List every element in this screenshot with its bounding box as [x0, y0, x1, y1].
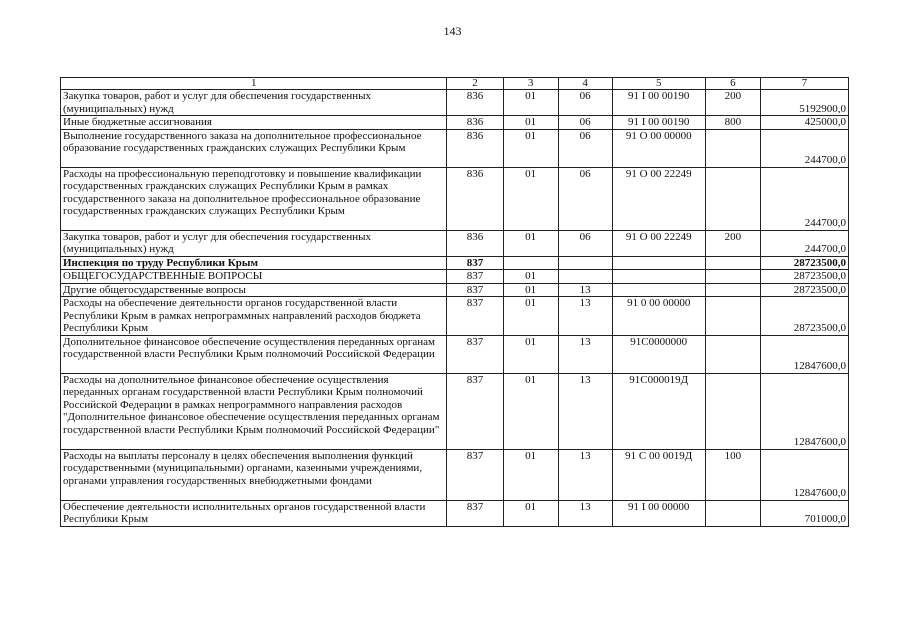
row-expense-type-cell — [705, 167, 760, 230]
row-sum-cell: 425000,0 — [760, 116, 848, 130]
table-row — [61, 335, 849, 373]
row-code-cell: 837 — [447, 270, 503, 284]
row-sum-cell: 12847600,0 — [760, 335, 848, 373]
table-row — [61, 449, 849, 500]
row-target-cell: 91 I 00 00000 — [612, 500, 705, 526]
row-section-cell: 01 — [503, 230, 558, 256]
table-row — [61, 270, 849, 284]
row-sum-cell: 701000,0 — [760, 500, 848, 526]
row-target-cell: 91С000019Д — [612, 373, 705, 449]
row-sum-cell: 244700,0 — [760, 167, 848, 230]
row-expense-type-cell — [705, 283, 760, 297]
header-cell: 1 — [61, 78, 447, 90]
row-target-cell: 91 О 00 22249 — [612, 167, 705, 230]
row-expense-type-cell — [705, 297, 760, 336]
table-row — [61, 90, 849, 116]
row-section-cell: 01 — [503, 90, 558, 116]
row-section-cell: 01 — [503, 283, 558, 297]
row-subsection-cell: 06 — [558, 116, 612, 130]
header-cell: 5 — [612, 78, 705, 90]
row-code-cell: 837 — [447, 373, 503, 449]
row-name-cell: Расходы на обеспечение деятельности органов государственной власти Республики Крым в рамках непрограммных направлений расходов бюджета Республики Крым — [61, 297, 447, 336]
row-expense-type-cell: 100 — [705, 449, 760, 500]
row-subsection-cell — [558, 256, 612, 270]
row-section-cell: 01 — [503, 129, 558, 167]
row-target-cell — [612, 283, 705, 297]
row-code-cell: 836 — [447, 129, 503, 167]
row-code-cell: 837 — [447, 283, 503, 297]
row-subsection-cell: 13 — [558, 335, 612, 373]
row-name-cell: Выполнение государственного заказа на дополнительное профессиональное образование государственных гражданских служащих Республики Крым — [61, 129, 447, 167]
row-subsection-cell: 13 — [558, 283, 612, 297]
row-subsection-cell: 13 — [558, 373, 612, 449]
header-cell: 7 — [760, 78, 848, 90]
row-expense-type-cell — [705, 129, 760, 167]
row-name-cell: Инспекция по труду Республики Крым — [61, 256, 447, 270]
row-code-cell: 836 — [447, 167, 503, 230]
row-code-cell: 837 — [447, 297, 503, 336]
row-sum-cell: 28723500,0 — [760, 297, 848, 336]
row-subsection-cell: 06 — [558, 230, 612, 256]
row-section-cell: 01 — [503, 373, 558, 449]
row-target-cell: 91С0000000 — [612, 335, 705, 373]
row-name-cell: Расходы на выплаты персоналу в целях обеспечения выполнения функций государственными (муниципальными) органами, казенными учреждениями, органами управления государственных внебюджетными фондами — [61, 449, 447, 500]
row-name-cell: Закупка товаров, работ и услуг для обеспечения государственных (муниципальных) нужд — [61, 90, 447, 116]
row-name-cell: Расходы на дополнительное финансовое обеспечение осуществления переданных органам государственной власти Республики Крым полномочий Российской Федерации в рамках непрограммного направления расходов "Дополнительное финансовое обеспечение осуществления переданных органам государственной власти Республики Крым полномочий Российской Федерации" — [61, 373, 447, 449]
row-target-cell: 91 О 00 00000 — [612, 129, 705, 167]
row-expense-type-cell — [705, 335, 760, 373]
row-target-cell: 91 I 00 00190 — [612, 90, 705, 116]
table-row — [61, 116, 849, 130]
row-code-cell: 837 — [447, 335, 503, 373]
row-sum-cell: 244700,0 — [760, 129, 848, 167]
row-name-cell: Дополнительное финансовое обеспечение осуществления переданных органам государственной власти Республики Крым полномочий Российской Федерации — [61, 335, 447, 373]
row-name-cell: Обеспечение деятельности исполнительных органов государственной власти Республики Крым — [61, 500, 447, 526]
row-expense-type-cell — [705, 500, 760, 526]
row-name-cell: Иные бюджетные ассигнования — [61, 116, 447, 130]
header-cell: 4 — [558, 78, 612, 90]
row-code-cell: 837 — [447, 500, 503, 526]
row-sum-cell: 244700,0 — [760, 230, 848, 256]
table-row — [61, 129, 849, 167]
row-expense-type-cell: 200 — [705, 90, 760, 116]
header-cell: 2 — [447, 78, 503, 90]
row-name-cell: Другие общегосударственные вопросы — [61, 283, 447, 297]
row-target-cell — [612, 256, 705, 270]
row-code-cell: 837 — [447, 449, 503, 500]
table-row — [61, 500, 849, 526]
row-section-cell: 01 — [503, 297, 558, 336]
table-row — [61, 230, 849, 256]
budget-table — [60, 77, 849, 527]
row-expense-type-cell: 200 — [705, 230, 760, 256]
row-target-cell: 91 I 00 00190 — [612, 116, 705, 130]
page-number: 143 — [443, 24, 462, 38]
row-code-cell: 836 — [447, 116, 503, 130]
row-subsection-cell: 06 — [558, 167, 612, 230]
row-name-cell: ОБЩЕГОСУДАРСТВЕННЫЕ ВОПРОСЫ — [61, 270, 447, 284]
row-sum-cell: 5192900,0 — [760, 90, 848, 116]
row-code-cell: 836 — [447, 90, 503, 116]
row-section-cell: 01 — [503, 500, 558, 526]
row-expense-type-cell — [705, 256, 760, 270]
row-section-cell: 01 — [503, 449, 558, 500]
row-subsection-cell: 13 — [558, 297, 612, 336]
row-expense-type-cell — [705, 270, 760, 284]
row-target-cell — [612, 270, 705, 284]
table-row — [61, 373, 849, 449]
row-sum-cell: 12847600,0 — [760, 373, 848, 449]
row-subsection-cell: 13 — [558, 500, 612, 526]
table-row — [61, 297, 849, 336]
row-target-cell: 91 О 00 22249 — [612, 230, 705, 256]
header-cell: 3 — [503, 78, 558, 90]
row-sum-cell: 28723500,0 — [760, 283, 848, 297]
row-subsection-cell: 13 — [558, 449, 612, 500]
row-section-cell — [503, 256, 558, 270]
table-row — [61, 256, 849, 270]
row-section-cell: 01 — [503, 167, 558, 230]
row-target-cell: 91 С 00 0019Д — [612, 449, 705, 500]
table-header-row — [61, 78, 849, 90]
row-section-cell: 01 — [503, 335, 558, 373]
row-section-cell: 01 — [503, 270, 558, 284]
row-subsection-cell: 06 — [558, 90, 612, 116]
row-name-cell: Расходы на профессиональную переподготовку и повышение квалификации государственных гражданских служащих Республики Крым в рамках государственного заказа на дополнительное профессиональное образование государственных гражданских служащих Республики Крым — [61, 167, 447, 230]
row-code-cell: 836 — [447, 230, 503, 256]
row-expense-type-cell — [705, 373, 760, 449]
row-subsection-cell — [558, 270, 612, 284]
row-sum-cell: 28723500,0 — [760, 270, 848, 284]
row-name-cell: Закупка товаров, работ и услуг для обеспечения государственных (муниципальных) нужд — [61, 230, 447, 256]
row-sum-cell: 12847600,0 — [760, 449, 848, 500]
row-subsection-cell: 06 — [558, 129, 612, 167]
row-target-cell: 91 0 00 00000 — [612, 297, 705, 336]
row-expense-type-cell: 800 — [705, 116, 760, 130]
table-row — [61, 283, 849, 297]
row-sum-cell: 28723500,0 — [760, 256, 848, 270]
row-code-cell: 837 — [447, 256, 503, 270]
table-row — [61, 167, 849, 230]
header-cell: 6 — [705, 78, 760, 90]
row-section-cell: 01 — [503, 116, 558, 130]
